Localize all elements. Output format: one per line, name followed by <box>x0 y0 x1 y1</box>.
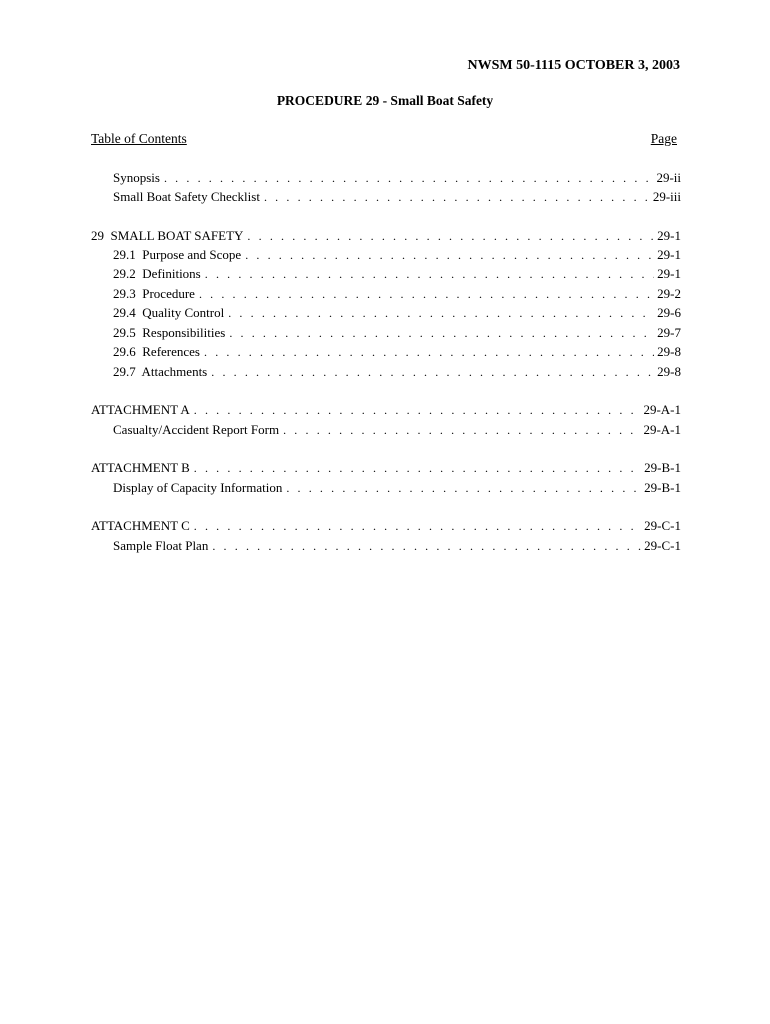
toc-entry-attachment-b[interactable] <box>91 458 681 477</box>
toc-heading-row <box>91 131 677 149</box>
toc-entry-label: 29.6 References <box>113 344 200 359</box>
toc-entry-page: 29-8 <box>657 344 681 359</box>
toc-entry-page: 29-B-1 <box>644 460 681 475</box>
toc-entry-page: 29-A-1 <box>643 422 681 437</box>
toc-entry-casualty-report[interactable] <box>113 420 681 439</box>
toc-entry-label: Small Boat Safety Checklist <box>113 189 260 204</box>
toc-entry-page: 29-iii <box>652 189 681 204</box>
dot-leader <box>194 401 641 420</box>
dot-leader <box>264 188 650 207</box>
toc-entry-label: ATTACHMENT B <box>91 460 190 475</box>
toc-entry-label: ATTACHMENT C <box>91 518 190 533</box>
toc-entry-label: 29.4 Quality Control <box>113 305 225 320</box>
toc-entry-page: 29-B-1 <box>644 480 681 495</box>
toc-entry-label: Casualty/Accident Report Form <box>113 422 280 437</box>
toc-entry-page: 29-1 <box>657 228 681 243</box>
toc-entry-page: 29-ii <box>656 170 681 185</box>
toc-entry-label: 29.1 Purpose and Scope <box>113 247 242 262</box>
dot-leader <box>194 459 641 478</box>
dot-leader <box>286 479 641 498</box>
dot-leader <box>211 363 654 382</box>
toc-entry-label: Display of Capacity Information <box>113 480 283 495</box>
toc-entry-label: Synopsis <box>113 170 160 185</box>
toc-entry-section-29[interactable] <box>91 226 681 245</box>
toc-entry-page: 29-A-1 <box>643 402 681 417</box>
dot-leader <box>194 517 641 536</box>
toc-entry-label: 29 SMALL BOAT SAFETY <box>91 228 244 243</box>
toc-entry-29-6[interactable] <box>113 342 681 361</box>
toc-heading: Table of Contents <box>91 131 187 146</box>
dot-leader <box>283 421 640 440</box>
toc-entry-label: 29.3 Procedure <box>113 286 195 301</box>
toc-entry-capacity-info[interactable] <box>113 478 681 497</box>
toc-entry-page: 29-C-1 <box>644 538 681 553</box>
toc-entry-label: ATTACHMENT A <box>91 402 190 417</box>
toc-entry-29-5[interactable] <box>113 323 681 342</box>
toc-entry-label: Sample Float Plan <box>113 538 209 553</box>
toc-entry-page: 29-8 <box>657 364 681 379</box>
toc-entry-29-2[interactable] <box>113 264 681 283</box>
dot-leader <box>199 285 654 304</box>
toc-entry-page: 29-1 <box>657 266 681 281</box>
toc-entry-page: 29-C-1 <box>644 518 681 533</box>
dot-leader <box>204 343 654 362</box>
toc-entry-29-7[interactable] <box>113 362 681 381</box>
dot-leader <box>247 227 654 246</box>
toc-entry-label: 29.7 Attachments <box>113 364 208 379</box>
toc-entry-page: 29-7 <box>657 325 681 340</box>
procedure-title: PROCEDURE 29 - Small Boat Safety <box>276 93 494 108</box>
dot-leader <box>228 304 654 323</box>
document-id-header: NWSM 50-1115 OCTOBER 3, 2003 <box>467 58 680 73</box>
dot-leader <box>205 265 654 284</box>
toc-entry-29-3[interactable] <box>113 284 681 303</box>
toc-entry-checklist[interactable] <box>113 187 681 206</box>
page-column-heading: Page <box>650 131 677 146</box>
toc-entry-label: 29.2 Definitions <box>113 266 201 281</box>
toc-entry-attachment-a[interactable] <box>91 400 681 419</box>
toc-entry-synopsis[interactable] <box>113 168 681 187</box>
dot-leader <box>212 537 641 556</box>
toc-entry-29-4[interactable] <box>113 303 681 322</box>
toc-entry-29-1[interactable] <box>113 245 681 264</box>
dot-leader <box>229 324 654 343</box>
toc-entry-page: 29-6 <box>657 305 681 320</box>
dot-leader <box>245 246 654 265</box>
toc-entry-float-plan[interactable] <box>113 536 681 555</box>
toc-entry-attachment-c[interactable] <box>91 516 681 535</box>
dot-leader <box>164 169 653 188</box>
toc-entry-page: 29-2 <box>657 286 681 301</box>
toc-entry-label: 29.5 Responsibilities <box>113 325 226 340</box>
toc-entry-page: 29-1 <box>657 247 681 262</box>
